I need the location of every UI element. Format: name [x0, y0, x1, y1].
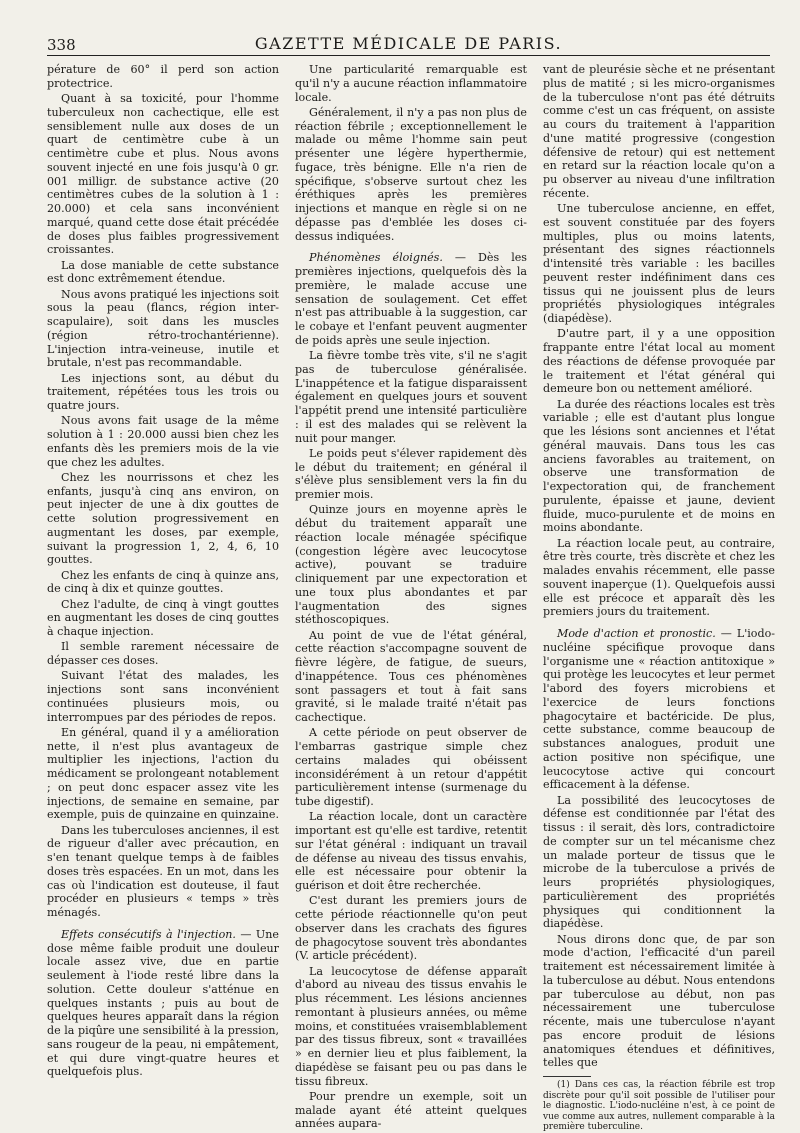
paragraph: A cette période on peut observer de l'embarras gastrique simple chez certains malades qui obéissent inconsidérément à un retour d'appétit particulièrement intense (surmenage du tube digestif).	[295, 726, 527, 808]
paragraph: La durée des réactions locales est très variable ; elle est d'autant plus longue que les lésions sont anciennes et l'état général mauvais. Dans tous les cas anciens favorables au traitement, on observe une transformation de l'expectoration qui, de franchement purulente, épaisse et jaune, devient fluide, muco-purulente et de moins en moins abondante.	[543, 397, 775, 535]
text-columns	[47, 63, 777, 1132]
section-paragraph	[295, 251, 527, 347]
section-paragraph	[47, 928, 279, 1079]
paragraph: pérature de 60° il perd son action protectrice.	[47, 63, 279, 90]
column-left	[47, 63, 279, 1079]
paragraph: La leucocytose de défense apparaît d'abord au niveau des tissus envahis le plus récemment. Les lésions anciennes remontant à plusieurs années, ou même moins, et constituées vraisemblablement par des tissus fibreux, sont « travaillées » en dernier lieu et plus faiblement, la diapédèse se faisant peu ou pas dans le tissu fibreux.	[295, 964, 527, 1088]
paragraph: Nous dirons donc que, de par son mode d'action, l'efficacité d'un pareil traitement est nécessairement limitée à la tuberculose au début. Nous entendons par tuberculose au début, non pas nécessairement une tuberculose récente, mais une tuberculose n'ayant pas encore produit de lésions anatomiques étendues et définitives, telles que	[543, 932, 775, 1070]
paragraph: Quinze jours en moyenne après le début du traitement apparaît une réaction locale ménagée spécifique (congestion légère avec leucocytose active), pouvant se traduire cliniquement par une expectoration et une toux plus abondantes et par l'augmentation des signes stéthoscopiques.	[295, 503, 527, 627]
paragraph: C'est durant les premiers jours de cette période réactionnelle qu'on peut observer dans les crachats des figures de phagocytose souvent très abondantes (V. article précédent).	[295, 894, 527, 963]
paragraph: Quant à sa toxicité, pour l'homme tuberculeux non cachectique, elle est sensiblement nulle aux doses de un quart de centimètre cube à un centimètre cube et plus. Nous avons souvent injecté en une fois jusqu'à 0 gr. 001 milligr. de substance active (20 centimètres cubes de la solution à 1 : 20.000) et cela sans inconvénient marqué, quand cette dose était précédée de doses plus faibles progressivement croissantes.	[47, 92, 279, 257]
paragraph: Nous avons pratiqué les injections soit sous la peau (flancs, région inter-scapulaire), soit dans les muscles (région rétro-trochantérienne). L'injection intra-veineuse, inutile et brutale, n'est pas recommandable.	[47, 287, 279, 370]
paragraph: Au point de vue de l'état général, cette réaction s'accompagne souvent de fièvre légère, de fatigue, de sueurs, d'inappétence. Tous ces phénomènes sont passagers et tout à fait sans gravité, si le malade traité n'était pas cachectique.	[295, 628, 527, 724]
paragraph: vant de pleurésie sèche et ne présentant plus de matité ; si les micro-organismes de la tuberculose n'ont pas été détruits comme c'est un cas fréquent, on assiste au cours du traitement à l'apparition d'une matité progressive (congestion défensive de retour) qui est nettement en retard sur la réaction locale qu'on a pu observer au niveau d'une infiltration récente.	[543, 63, 775, 200]
paragraph-text: — Une dose même faible produit une douleur locale assez vive, due en partie seulement à l'iode resté libre dans la solution. Cette douleur s'atténue en quelques instants ; puis au bout de quelques heures apparaît dans la région de la piqûre une sensibilité à la pression, sans rougeur de la peau, ni empâtement, et qui dure vingt-quatre heures et quelquefois plus.	[47, 927, 279, 1079]
footnote-rule	[543, 1076, 591, 1077]
page-header	[47, 30, 770, 58]
section-heading: Phénomènes éloignés.	[309, 251, 443, 265]
paragraph: Généralement, il n'y a pas non plus de réaction fébrile ; exceptionnellement le malade ou même l'homme sain peut présenter une légère hyperthermie, fugace, très bénigne. Elle n'a rien de spécifique, s'observe surtout chez les éréthiques après les premières injections et manque en règle si on ne dépasse pas d'emblée les doses ci-dessus indiquées.	[295, 105, 527, 243]
paragraph: Le poids peut s'élever rapidement dès le début du traitement; en général il s'élève plus sensiblement vers la fin du premier mois.	[295, 446, 527, 501]
column-middle	[295, 63, 527, 1131]
paragraph: Une tuberculose ancienne, en effet, est souvent constituée par des foyers multiples, plus ou moins latents, présentant des signes réactionnels d'intensité très variable : les bacilles peuvent rester indéfiniment dans ces tissus qui ne jouissent plus de leurs propriétés physiologiques intégrales (diapédèse).	[543, 202, 775, 325]
paragraph: Suivant l'état des malades, les injections sont sans inconvénient continuées plusieurs mois, ou interrompues par des périodes de repos.	[47, 669, 279, 724]
paragraph: La dose maniable de cette substance est donc extrêmement étendue.	[47, 258, 279, 286]
paragraph: Chez les nourrissons et chez les enfants, jusqu'à cinq ans environ, on peut injecter de une à dix gouttes de cette solution progressivement en augmentant les doses, par exemple, suivant la progression 1, 2, 4, 6, 10 gouttes.	[47, 470, 279, 567]
section-paragraph	[543, 627, 775, 792]
running-title: GAZETTE MÉDICALE DE PARIS.	[254, 34, 563, 53]
paragraph: Chez l'adulte, de cinq à vingt gouttes en augmentant les doses de cinq gouttes à chaque injection.	[47, 597, 279, 638]
column-right	[543, 63, 775, 1132]
paragraph: Les injections sont, au début du traitement, répétées tous les trois ou quatre jours.	[47, 371, 279, 412]
section-heading: Mode d'action et pronostic.	[557, 627, 716, 640]
paragraph: Chez les enfants de cinq à quinze ans, de cinq à dix et quinze gouttes.	[47, 568, 279, 596]
paragraph: Nous avons fait usage de la même solution à 1 : 20.000 aussi bien chez les enfants dès les premiers mois de la vie que chez les adultes.	[47, 414, 279, 469]
header-rule	[47, 55, 770, 56]
footnote: (1) Dans ces cas, la réaction fébrile est trop discrète pour qu'il soit possible de l'utiliser pour le diagnostic. L'iodo-nucléine n'est, à ce point de vue comme aux autres, nullement comparable à la première tuberculine.	[543, 1080, 775, 1132]
paragraph: Pour prendre un exemple, soit un malade ayant été atteint quelques années aupara-	[295, 1089, 527, 1131]
paragraph: Il semble rarement nécessaire de dépasser ces doses.	[47, 640, 279, 667]
paragraph: La possibilité des leucocytoses de défense est conditionnée par l'état des tissus : il serait, dès lors, contradictoire de compter sur un tel mécanisme chez un malade porteur de tissus que le microbe de la tuberculose a privés de leurs propriétés physiologiques, particulièrement des propriétés physiques qui conditionnent la diapédèse.	[543, 793, 775, 931]
paragraph: La réaction locale peut, au contraire, être très courte, très discrète et chez les malades envahis récemment, elle passe souvent inaperçue (1). Quelquefois aussi elle est précoce et apparaît dès les premiers jours du traitement.	[543, 536, 775, 619]
paragraph: Une particularité remarquable est qu'il n'y a aucune réaction inflammatoire locale.	[295, 63, 527, 104]
paragraph: D'autre part, il y a une opposition frappante entre l'état local au moment des réactions de défense provoquée par le traitement et l'état général qui demeure bon ou nettement amélioré.	[543, 327, 775, 396]
paragraph-text: — L'iodo-nucléine spécifique provoque dans l'organisme une « réaction antitoxique » qui protège les leucocytes et leur permet l'abord des foyers microbiens et l'exercice de leurs fonctions phagocytaire et bactéricide. De plus, cette substance, comme beaucoup de substances analogues, produit une action positive non spécifique, une leucocytose active qui concourt efficacement à la défense.	[543, 627, 775, 792]
page-number: 338	[47, 36, 76, 54]
paragraph: La fièvre tombe très vite, s'il ne s'agit pas de tuberculose généralisée. L'inappétence et la fatigue disparaissent également en quelques jours et souvent l'appétit prend une intensité particulière : il est des malades qui se relèvent la nuit pour manger.	[295, 349, 527, 445]
paragraph: La réaction locale, dont un caractère important est qu'elle est tardive, retentit sur l'état général : indiquant un travail de défense au niveau des tissus envahis, elle est nécessaire pour obtenir la guérison et doit être recherchée.	[295, 810, 527, 892]
section-heading: Effets consécutifs à l'injection.	[61, 927, 236, 941]
paragraph: En général, quand il y a amélioration nette, il n'est plus avantageux de multiplier les injections, l'action du médicament se prolongeant notablement ; on peut donc espacer assez vite les injections, de semaine en semaine, par exemple, puis de quinzaine en quinzaine.	[47, 725, 279, 822]
paragraph: Dans les tuberculoses anciennes, il est de rigueur d'aller avec précaution, en s'en tenant quelque temps à de faibles doses très espacées. En un mot, dans les cas où l'indication est douteuse, il faut procéder en plusieurs « temps » très ménagés.	[47, 823, 279, 919]
paragraph-text: — Dès les premières injections, quelquefois dès la première, le malade accuse une sensation de soulagement. Cet effet n'est pas attribuable à la suggestion, car le cobaye et l'enfant peuvent augmenter de poids après une seule injection.	[295, 251, 527, 347]
